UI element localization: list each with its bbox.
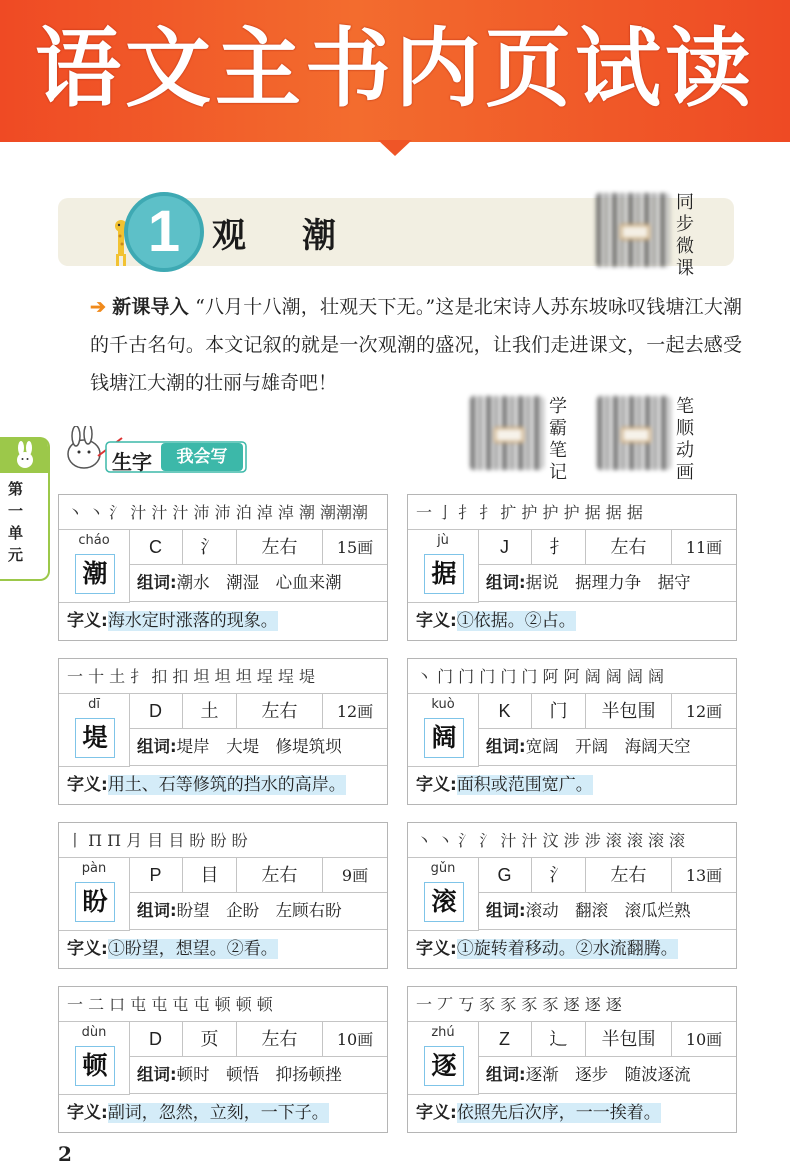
character-meta bbox=[478, 694, 736, 729]
words-text: 宽阔 开阔 海阔天空 bbox=[525, 737, 691, 756]
character-box bbox=[408, 858, 479, 931]
character-card bbox=[58, 658, 388, 805]
character-card bbox=[407, 986, 737, 1133]
intro-text: “八月十八潮，壮观天下无。”这是北宋诗人苏东坡咏叹钱塘江大潮的千古名句。本文记叙的就是一次观潮的盛况，让我们走进课文，一起去感受钱塘江大潮的壮丽与雄奇吧！ bbox=[90, 296, 742, 394]
character-card bbox=[58, 494, 388, 641]
stroke-count: 12画 bbox=[685, 702, 723, 721]
stroke-count: 10画 bbox=[336, 1030, 374, 1049]
meaning-text: ①旋转着移动。②水流翻腾。 bbox=[456, 939, 678, 959]
word-examples bbox=[478, 1057, 736, 1094]
words-label: 组词: bbox=[486, 901, 526, 920]
radical: 氵 bbox=[183, 530, 237, 565]
word-examples bbox=[129, 565, 387, 602]
stroke-count: 10画 bbox=[685, 1030, 723, 1049]
character-meta bbox=[478, 530, 736, 565]
lesson-intro bbox=[90, 288, 742, 402]
initial-letter: D bbox=[129, 694, 183, 729]
initial-letter: J bbox=[478, 530, 532, 565]
character-card bbox=[407, 494, 737, 641]
character-meaning bbox=[59, 602, 387, 640]
meaning-label: 字义: bbox=[67, 1103, 108, 1123]
pinyin: pàn bbox=[81, 861, 107, 876]
character-box bbox=[408, 694, 479, 767]
qr-label-study-notes: 学霸笔记 bbox=[549, 396, 567, 483]
stroke-order: 丨 П П 月 目 目 盼 盼 盼 bbox=[59, 823, 387, 858]
character-meaning bbox=[59, 1094, 387, 1132]
radical: 土 bbox=[183, 694, 237, 729]
meaning-label: 字义: bbox=[416, 775, 457, 795]
stroke-count: 12画 bbox=[336, 702, 374, 721]
character-meaning bbox=[408, 602, 736, 640]
character-meta bbox=[478, 1022, 736, 1057]
radical: 辶 bbox=[532, 1022, 586, 1057]
initial-letter: P bbox=[129, 858, 183, 893]
banner-pointer bbox=[378, 140, 412, 156]
word-examples bbox=[129, 1057, 387, 1094]
words-label: 组词: bbox=[137, 573, 177, 592]
stroke-order: 丶 丶 氵 氵 汁 汁 汶 涉 涉 滚 滚 滚 滚 bbox=[408, 823, 736, 858]
qr-code-lesson-video[interactable] bbox=[596, 193, 670, 267]
character: 滚 bbox=[424, 882, 464, 922]
character: 逐 bbox=[424, 1046, 464, 1086]
character-box bbox=[408, 1022, 479, 1095]
rabbit-icon bbox=[12, 440, 38, 470]
radical: 目 bbox=[183, 858, 237, 893]
stroke-order: 丶 门 门 门 门 门 阿 阿 阔 阔 阔 阔 bbox=[408, 659, 736, 694]
words-label: 组词: bbox=[137, 901, 177, 920]
words-text: 顿时 顿悟 抑扬顿挫 bbox=[176, 1065, 342, 1084]
structure: 左右 bbox=[237, 1022, 323, 1057]
intro-lead: 新课导入 bbox=[112, 296, 189, 318]
qr-label-lesson-video: 同步微课 bbox=[676, 192, 694, 279]
structure: 半包围 bbox=[586, 694, 672, 729]
character: 堤 bbox=[75, 718, 115, 758]
structure: 左右 bbox=[237, 694, 323, 729]
initial-letter: G bbox=[478, 858, 532, 893]
word-examples bbox=[478, 893, 736, 930]
banner-title: 语文主书内页试读 bbox=[35, 19, 755, 119]
radical: 门 bbox=[532, 694, 586, 729]
pinyin: cháo bbox=[78, 533, 110, 548]
character: 顿 bbox=[75, 1046, 115, 1086]
stroke-order: 一 十 土 扌 扣 扣 坦 坦 坦 埕 埕 堤 bbox=[59, 659, 387, 694]
character-meaning bbox=[59, 766, 387, 804]
words-label: 组词: bbox=[486, 1065, 526, 1084]
initial-letter: C bbox=[129, 530, 183, 565]
character-box bbox=[408, 530, 479, 603]
initial-letter: K bbox=[478, 694, 532, 729]
character: 盼 bbox=[75, 882, 115, 922]
character-card bbox=[407, 658, 737, 805]
meaning-label: 字义: bbox=[416, 939, 457, 959]
words-label: 组词: bbox=[486, 737, 526, 756]
meaning-text: ①盼望，想望。②看。 bbox=[107, 939, 278, 959]
structure: 左右 bbox=[237, 530, 323, 565]
character-meta bbox=[129, 530, 387, 565]
section-tag: 我会写 bbox=[161, 443, 243, 471]
words-text: 盼望 企盼 左顾右盼 bbox=[176, 901, 342, 920]
words-text: 据说 据理力争 据守 bbox=[525, 573, 691, 592]
character-meaning bbox=[59, 930, 387, 968]
character-box bbox=[59, 694, 130, 767]
radical: 扌 bbox=[532, 530, 586, 565]
character: 据 bbox=[424, 554, 464, 594]
words-text: 滚动 翻滚 滚瓜烂熟 bbox=[525, 901, 691, 920]
character-box bbox=[59, 1022, 130, 1095]
structure: 左右 bbox=[237, 858, 323, 893]
stroke-count: 15画 bbox=[336, 538, 374, 557]
meaning-text: 依照先后次序，一一挨着。 bbox=[456, 1103, 661, 1123]
character-meta bbox=[129, 1022, 387, 1057]
stroke-order: 丶 丶 氵 汁 汁 汁 沛 沛 泊 淖 淖 潮 潮潮潮 bbox=[59, 495, 387, 530]
character-meta bbox=[129, 694, 387, 729]
stroke-count: 11画 bbox=[685, 538, 723, 557]
character-box bbox=[59, 530, 130, 603]
meaning-text: 副词，忽然，立刻，一下子。 bbox=[107, 1103, 329, 1123]
pinyin: jù bbox=[437, 533, 449, 548]
word-examples bbox=[129, 729, 387, 766]
stroke-order: 一 丆 丂 豕 豕 豕 豕 逐 逐 逐 bbox=[408, 987, 736, 1022]
qr-label-stroke-animation: 笔顺动画 bbox=[676, 396, 694, 483]
words-text: 逐渐 逐步 随波逐流 bbox=[525, 1065, 691, 1084]
pinyin: dī bbox=[88, 697, 100, 712]
meaning-text: 用土、石等修筑的挡水的高岸。 bbox=[107, 775, 346, 795]
qr-code-stroke-animation[interactable] bbox=[597, 396, 671, 470]
meaning-label: 字义: bbox=[416, 1103, 457, 1123]
pinyin: kuò bbox=[431, 697, 455, 712]
word-examples bbox=[478, 565, 736, 602]
character-card bbox=[58, 986, 388, 1133]
pinyin: gǔn bbox=[430, 861, 456, 876]
character-card bbox=[407, 822, 737, 969]
meaning-label: 字义: bbox=[416, 611, 457, 631]
arrow-right-icon: ➔ bbox=[90, 296, 106, 318]
structure: 左右 bbox=[586, 858, 672, 893]
meaning-label: 字义: bbox=[67, 775, 108, 795]
section-label: 生字 bbox=[112, 450, 152, 474]
stroke-count: 9画 bbox=[341, 866, 369, 885]
meaning-text: 海水定时涨落的现象。 bbox=[107, 611, 278, 631]
meaning-label: 字义: bbox=[67, 611, 108, 631]
character-meaning bbox=[408, 766, 736, 804]
unit-label: 第一单元 bbox=[8, 480, 24, 564]
words-label: 组词: bbox=[486, 573, 526, 592]
character-meaning bbox=[408, 930, 736, 968]
words-label: 组词: bbox=[137, 1065, 177, 1084]
character-card bbox=[58, 822, 388, 969]
page-number: 2 bbox=[58, 1142, 72, 1166]
character-meaning bbox=[408, 1094, 736, 1132]
pinyin: dùn bbox=[81, 1025, 107, 1040]
words-text: 潮水 潮湿 心血来潮 bbox=[176, 573, 342, 592]
character: 阔 bbox=[424, 718, 464, 758]
stroke-count: 13画 bbox=[685, 866, 723, 885]
structure: 半包围 bbox=[586, 1022, 672, 1057]
word-examples bbox=[129, 893, 387, 930]
word-examples bbox=[478, 729, 736, 766]
lesson-title: 观潮 bbox=[212, 216, 392, 256]
meaning-label: 字义: bbox=[67, 939, 108, 959]
radical: 页 bbox=[183, 1022, 237, 1057]
character-meta bbox=[129, 858, 387, 893]
words-text: 堤岸 大堤 修堤筑坝 bbox=[176, 737, 342, 756]
character-box bbox=[59, 858, 130, 931]
lesson-number: 1 bbox=[147, 199, 181, 264]
character-meta bbox=[478, 858, 736, 893]
radical: 氵 bbox=[532, 858, 586, 893]
structure: 左右 bbox=[586, 530, 672, 565]
stroke-order: 一 亅 扌 扌 扩 护 护 护 据 据 据 bbox=[408, 495, 736, 530]
character: 潮 bbox=[75, 554, 115, 594]
qr-code-study-notes[interactable] bbox=[470, 396, 544, 470]
pinyin: zhú bbox=[431, 1025, 455, 1040]
initial-letter: D bbox=[129, 1022, 183, 1057]
initial-letter: Z bbox=[478, 1022, 532, 1057]
stroke-order: 一 二 口 屯 屯 屯 屯 顿 顿 顿 bbox=[59, 987, 387, 1022]
words-label: 组词: bbox=[137, 737, 177, 756]
meaning-text: ①依据。②占。 bbox=[456, 611, 576, 631]
meaning-text: 面积或范围宽广。 bbox=[456, 775, 593, 795]
